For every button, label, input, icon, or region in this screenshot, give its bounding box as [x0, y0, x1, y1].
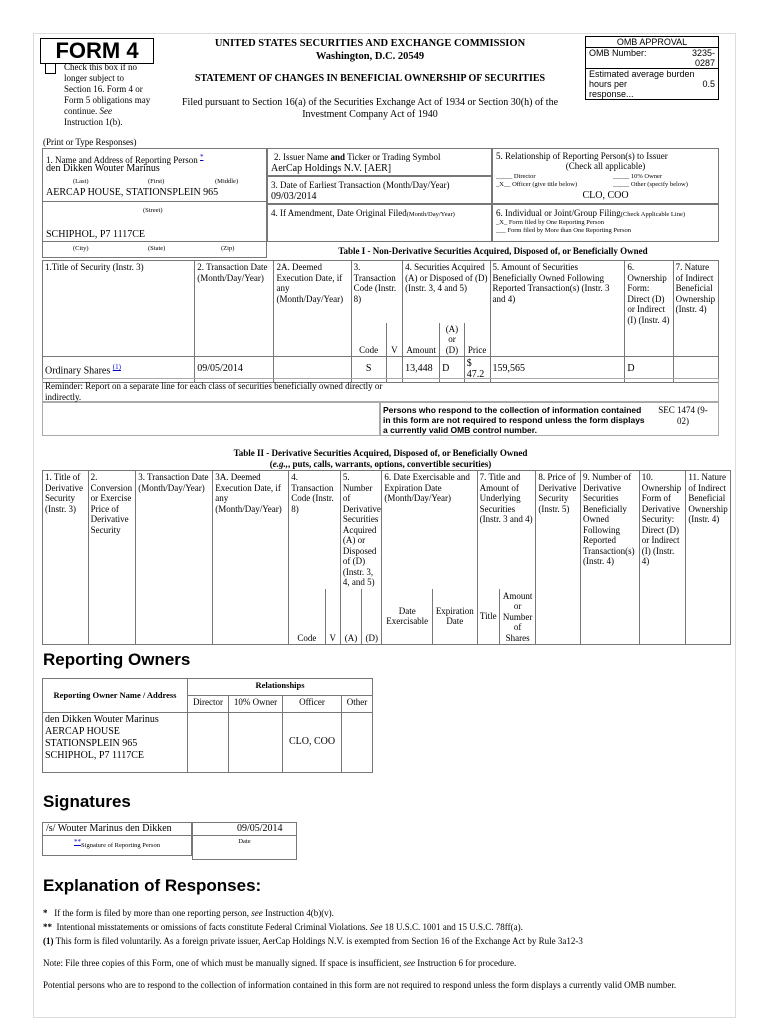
- explanation-note-4: Note: File three copies of this Form, one of which must be manually signed. If space is insufficient, see Instruction 6 for procedure.: [43, 958, 517, 968]
- rel-other-header: Other: [342, 696, 373, 713]
- street-label: (Street): [143, 207, 163, 214]
- t1-col-code: 3. Transaction Code (Instr. 8): [351, 261, 402, 323]
- t2-col-title: 1. Title of Derivative Security (Instr. 3): [43, 471, 89, 645]
- t2-col-number: 5. Number of Derivative Securities Acquired (A) or Disposed of (D) (Instr. 3, 4, and 5): [340, 471, 382, 589]
- agency-name: UNITED STATES SECURITIES AND EXCHANGE COMMISSION: [214, 38, 526, 49]
- persons-notice-box: [380, 402, 719, 436]
- box2-issuer: [267, 148, 492, 176]
- omb-number-label: OMB Number:: [586, 48, 672, 69]
- earliest-transaction-date: 09/03/2014: [271, 191, 317, 202]
- omb-number-value: 3235-0287: [672, 48, 719, 69]
- t2-col-conversion: 2. Conversion or Exercise Price of Derivative Security: [88, 471, 136, 645]
- relationships-header: Relationships: [188, 679, 373, 696]
- explanation-note-2: ** Intentional misstatements or omissions of facts constitute Federal Criminal Violations. See 18 U.S.C. 1001 and 15 U.S.C. 78ff(a).: [43, 922, 523, 932]
- form-title: FORM 4: [40, 38, 154, 64]
- t1-col-date: 2. Transaction Date (Month/Day/Year): [195, 261, 274, 357]
- owner-officer-value: CLO, COO: [283, 713, 342, 773]
- owner-name-header: Reporting Owner Name / Address: [43, 679, 188, 713]
- persons-notice-text: Persons who respond to the collection of information contained in this form are not required to respond unless the form displays a currently valid OMB control number.: [383, 405, 645, 435]
- t1-col-acquired: 4. Securities Acquired (A) or Disposed of (D) (Instr. 3, 4 and 5): [403, 261, 490, 323]
- t2-col-date: 3. Transaction Date (Month/Day/Year): [136, 471, 213, 645]
- footnote-1-link[interactable]: (1): [112, 363, 121, 372]
- rel-director-header: Director: [188, 696, 229, 713]
- signature-value: /s/ Wouter Marinus den Dikken: [42, 822, 192, 836]
- t1-sub-v: V: [386, 323, 402, 357]
- footnote-double-star-link[interactable]: **: [74, 838, 82, 846]
- signature-date: 09/05/2014: [192, 822, 297, 836]
- box5-sub: (Check all applicable): [565, 161, 646, 171]
- t2-col-exercisable: 6. Date Exercisable and Expiration Date (Month/Day/Year): [382, 471, 477, 589]
- officer-option[interactable]: _X__ Officer (give title below): [496, 181, 578, 188]
- owner-name-address: den Dikken Wouter Marinus AERCAP HOUSE STATIONSPLEIN 965 SCHIPHOL, P7 1117CE: [43, 713, 188, 773]
- t1-col-title: 1.Title of Security (Instr. 3): [43, 261, 195, 357]
- print-note: (Print or Type Responses): [43, 137, 137, 147]
- date-label-box: [192, 836, 297, 860]
- t2-col-ownership-form: 10. Ownership Form of Derivative Security: Direct (D) or Indirect (I) (Instr. 4): [639, 471, 686, 645]
- box3-label: 3. Date of Earliest Transaction (Month/Day/Year): [271, 180, 450, 190]
- statement-title: STATEMENT OF CHANGES IN BENEFICIAL OWNERSHIP OF SECURITIES: [194, 73, 546, 84]
- filed-pursuant-text: Filed pursuant to Section 16(a) of the Securities Exchange Act of 1934 or Section 30(h) of the Investment Company Act of 1940: [181, 97, 559, 120]
- t1-sub-amount: Amount: [403, 323, 440, 357]
- omb-hours-value: 0.5: [672, 79, 719, 100]
- city-label: (City): [73, 245, 89, 252]
- t1-form: D: [625, 357, 673, 383]
- t2-col-price: 8. Price of Derivative Security (Instr. 5): [536, 471, 581, 645]
- box6-filing: [492, 204, 719, 242]
- box6-label: 6. Individual or Joint/Group Filing(Check Applicable Line): [496, 208, 686, 218]
- agency-location: Washington, D.C. 20549: [315, 51, 425, 62]
- t1-security: Ordinary Shares $^{(1)}$: [43, 357, 195, 383]
- footnote-star-link[interactable]: *: [199, 153, 204, 161]
- rel-ten-pct-header: 10% Owner: [229, 696, 283, 713]
- t1-code: S: [351, 357, 386, 383]
- middle-label: (Middle): [215, 178, 239, 185]
- reminder-box: [42, 378, 719, 402]
- t1-sub-price: Price: [464, 323, 490, 357]
- t2-sub-a: (A): [340, 589, 361, 645]
- zip-label: (Zip): [221, 245, 235, 252]
- director-option[interactable]: _____ Director: [496, 173, 536, 180]
- explanation-note-5: Potential persons who are to respond to the collection of information contained in this form are not required to respond unless the form displays a currently valid OMB number.: [43, 980, 677, 990]
- signatures-heading: Signatures: [43, 792, 131, 811]
- omb-approval-box: [585, 36, 719, 100]
- ten-pct-option[interactable]: _____ 10% Owner: [613, 173, 663, 180]
- omb-title: OMB APPROVAL: [586, 37, 719, 48]
- t1-col-nature: 7. Nature of Indirect Beneficial Ownership (Instr. 4): [673, 261, 718, 357]
- table1-non-derivative: [42, 260, 719, 383]
- t1-date: 09/05/2014: [195, 357, 274, 383]
- state-label: (State): [148, 245, 166, 252]
- box2-label: 2. Issuer Name and Ticker or Trading Symbol: [274, 152, 441, 162]
- signature-label: **Signature of Reporting Person: [74, 838, 160, 850]
- no-longer-subject-checkbox[interactable]: [45, 63, 56, 74]
- explanation-heading: Explanation of Responses:: [43, 876, 262, 895]
- date-label: Date: [238, 838, 251, 845]
- officer-title: CLO, COO: [582, 190, 629, 201]
- t2-col-owned: 9. Number of Derivative Securities Beneficially Owned Following Reported Transaction(s) (Instr. 4): [580, 471, 639, 645]
- sec-form-number: SEC 1474 (9-02): [658, 405, 708, 426]
- box5-label: 5. Relationship of Reporting Person(s) to Issuer: [496, 151, 668, 161]
- explanation-note-1: * If the form is filed by more than one reporting person, see Instruction 4(b)(v).: [43, 908, 334, 918]
- t1-price: $ 47.2: [464, 357, 490, 383]
- t1-col-deemed: 2A. Deemed Execution Date, if any (Month/Day/Year): [274, 261, 351, 357]
- t1-col-amount-owned: 5. Amount of Securities Beneficially Owned Following Reported Transaction(s) (Instr. 3 and 4): [490, 261, 625, 357]
- box5-relationship: [492, 148, 719, 204]
- explanation-note-3: (1) This form is filed voluntarily. As a foreign private issuer, AerCap Holdings N.V. is exempted from Section 16 of the Exchange Act by Rule 3a12-3: [43, 936, 583, 946]
- t1-owned: 159,565: [490, 357, 625, 383]
- reporting-person-address: AERCAP HOUSE, STATIONSPLEIN 965: [46, 187, 219, 198]
- reporting-owners-table: [42, 678, 373, 773]
- notice-spacer: [42, 402, 380, 436]
- omb-hours-label: hours per response...: [586, 79, 672, 100]
- reminder-text: Reminder: Report on a separate line for each class of securities beneficially owned directly or indirectly.: [45, 381, 383, 402]
- issuer-name: AerCap Holdings N.V. [AER]: [271, 163, 392, 174]
- t2-sub-amount: Amount or Number of Shares: [499, 589, 535, 645]
- table2-derivative: [42, 470, 731, 645]
- omb-burden-label: Estimated average burden: [586, 69, 719, 80]
- t2-sub-date-exercisable: Date Exercisable: [382, 589, 433, 645]
- table2-title: Table II - Derivative Securities Acquired, Disposed of, or Beneficially Owned: [233, 448, 528, 458]
- t1-sub-code: Code: [351, 323, 386, 357]
- last-label: (Last): [73, 178, 89, 185]
- table1-title: Table I - Non-Derivative Securities Acquired, Disposed of, or Beneficially Owned: [338, 246, 648, 256]
- t1-col-ownership-form: 6. Ownership Form: Direct (D) or Indirect (I) (Instr. 4): [625, 261, 673, 357]
- other-option[interactable]: _____ Other (specify below): [613, 181, 688, 188]
- first-label: (First): [148, 178, 165, 185]
- t2-col-deemed: 3A. Deemed Execution Date, if any (Month/Day/Year): [213, 471, 289, 645]
- box1-reporting-person: [42, 148, 267, 258]
- checkbox-text: Check this box if no longer subject to Section 16. Form 4 or Form 5 obligations may continue. See Instruction 1(b).: [64, 62, 151, 127]
- rel-officer-header: Officer: [283, 696, 342, 713]
- box4-label: 4. If Amendment, Date Original Filed(Month/Day/Year): [271, 208, 455, 218]
- t1-aord: D: [440, 357, 465, 383]
- box1-label: 1. Name and Address of Reporting Person *: [46, 153, 204, 165]
- t2-sub-title: Title: [477, 589, 499, 645]
- t1-sub-aord: (A) or (D): [440, 323, 465, 357]
- t2-sub-v: V: [325, 589, 340, 645]
- reporting-owners-heading: Reporting Owners: [43, 650, 191, 669]
- signature-label-box: [42, 836, 192, 856]
- box3-earliest-transaction: [267, 176, 492, 204]
- table2-subtitle: (e.g.,, puts, calls, warrants, options, convertible securities): [269, 459, 492, 469]
- box4-amendment: [267, 204, 492, 242]
- t2-sub-code: Code: [289, 589, 325, 645]
- t1-amount: 13,448: [403, 357, 440, 383]
- reporting-person-city: SCHIPHOL, P7 1117CE: [46, 229, 145, 240]
- filing-one-person[interactable]: _X_ Form filed by One Reporting Person: [496, 219, 604, 226]
- t2-col-underlying: 7. Title and Amount of Underlying Securities (Instr. 3 and 4): [477, 471, 536, 589]
- filing-multiple-persons[interactable]: ___ Form filed by More than One Reporting Person: [496, 227, 632, 234]
- t2-sub-expiration: Expiration Date: [433, 589, 478, 645]
- t2-col-nature: 11. Nature of Indirect Beneficial Ownership (Instr. 4): [686, 471, 731, 645]
- t2-sub-d: (D): [362, 589, 382, 645]
- table-row: [43, 713, 373, 773]
- reporting-person-name: den Dikken Wouter Marinus: [46, 163, 160, 174]
- t2-col-code: 4. Transaction Code (Instr. 8): [289, 471, 341, 589]
